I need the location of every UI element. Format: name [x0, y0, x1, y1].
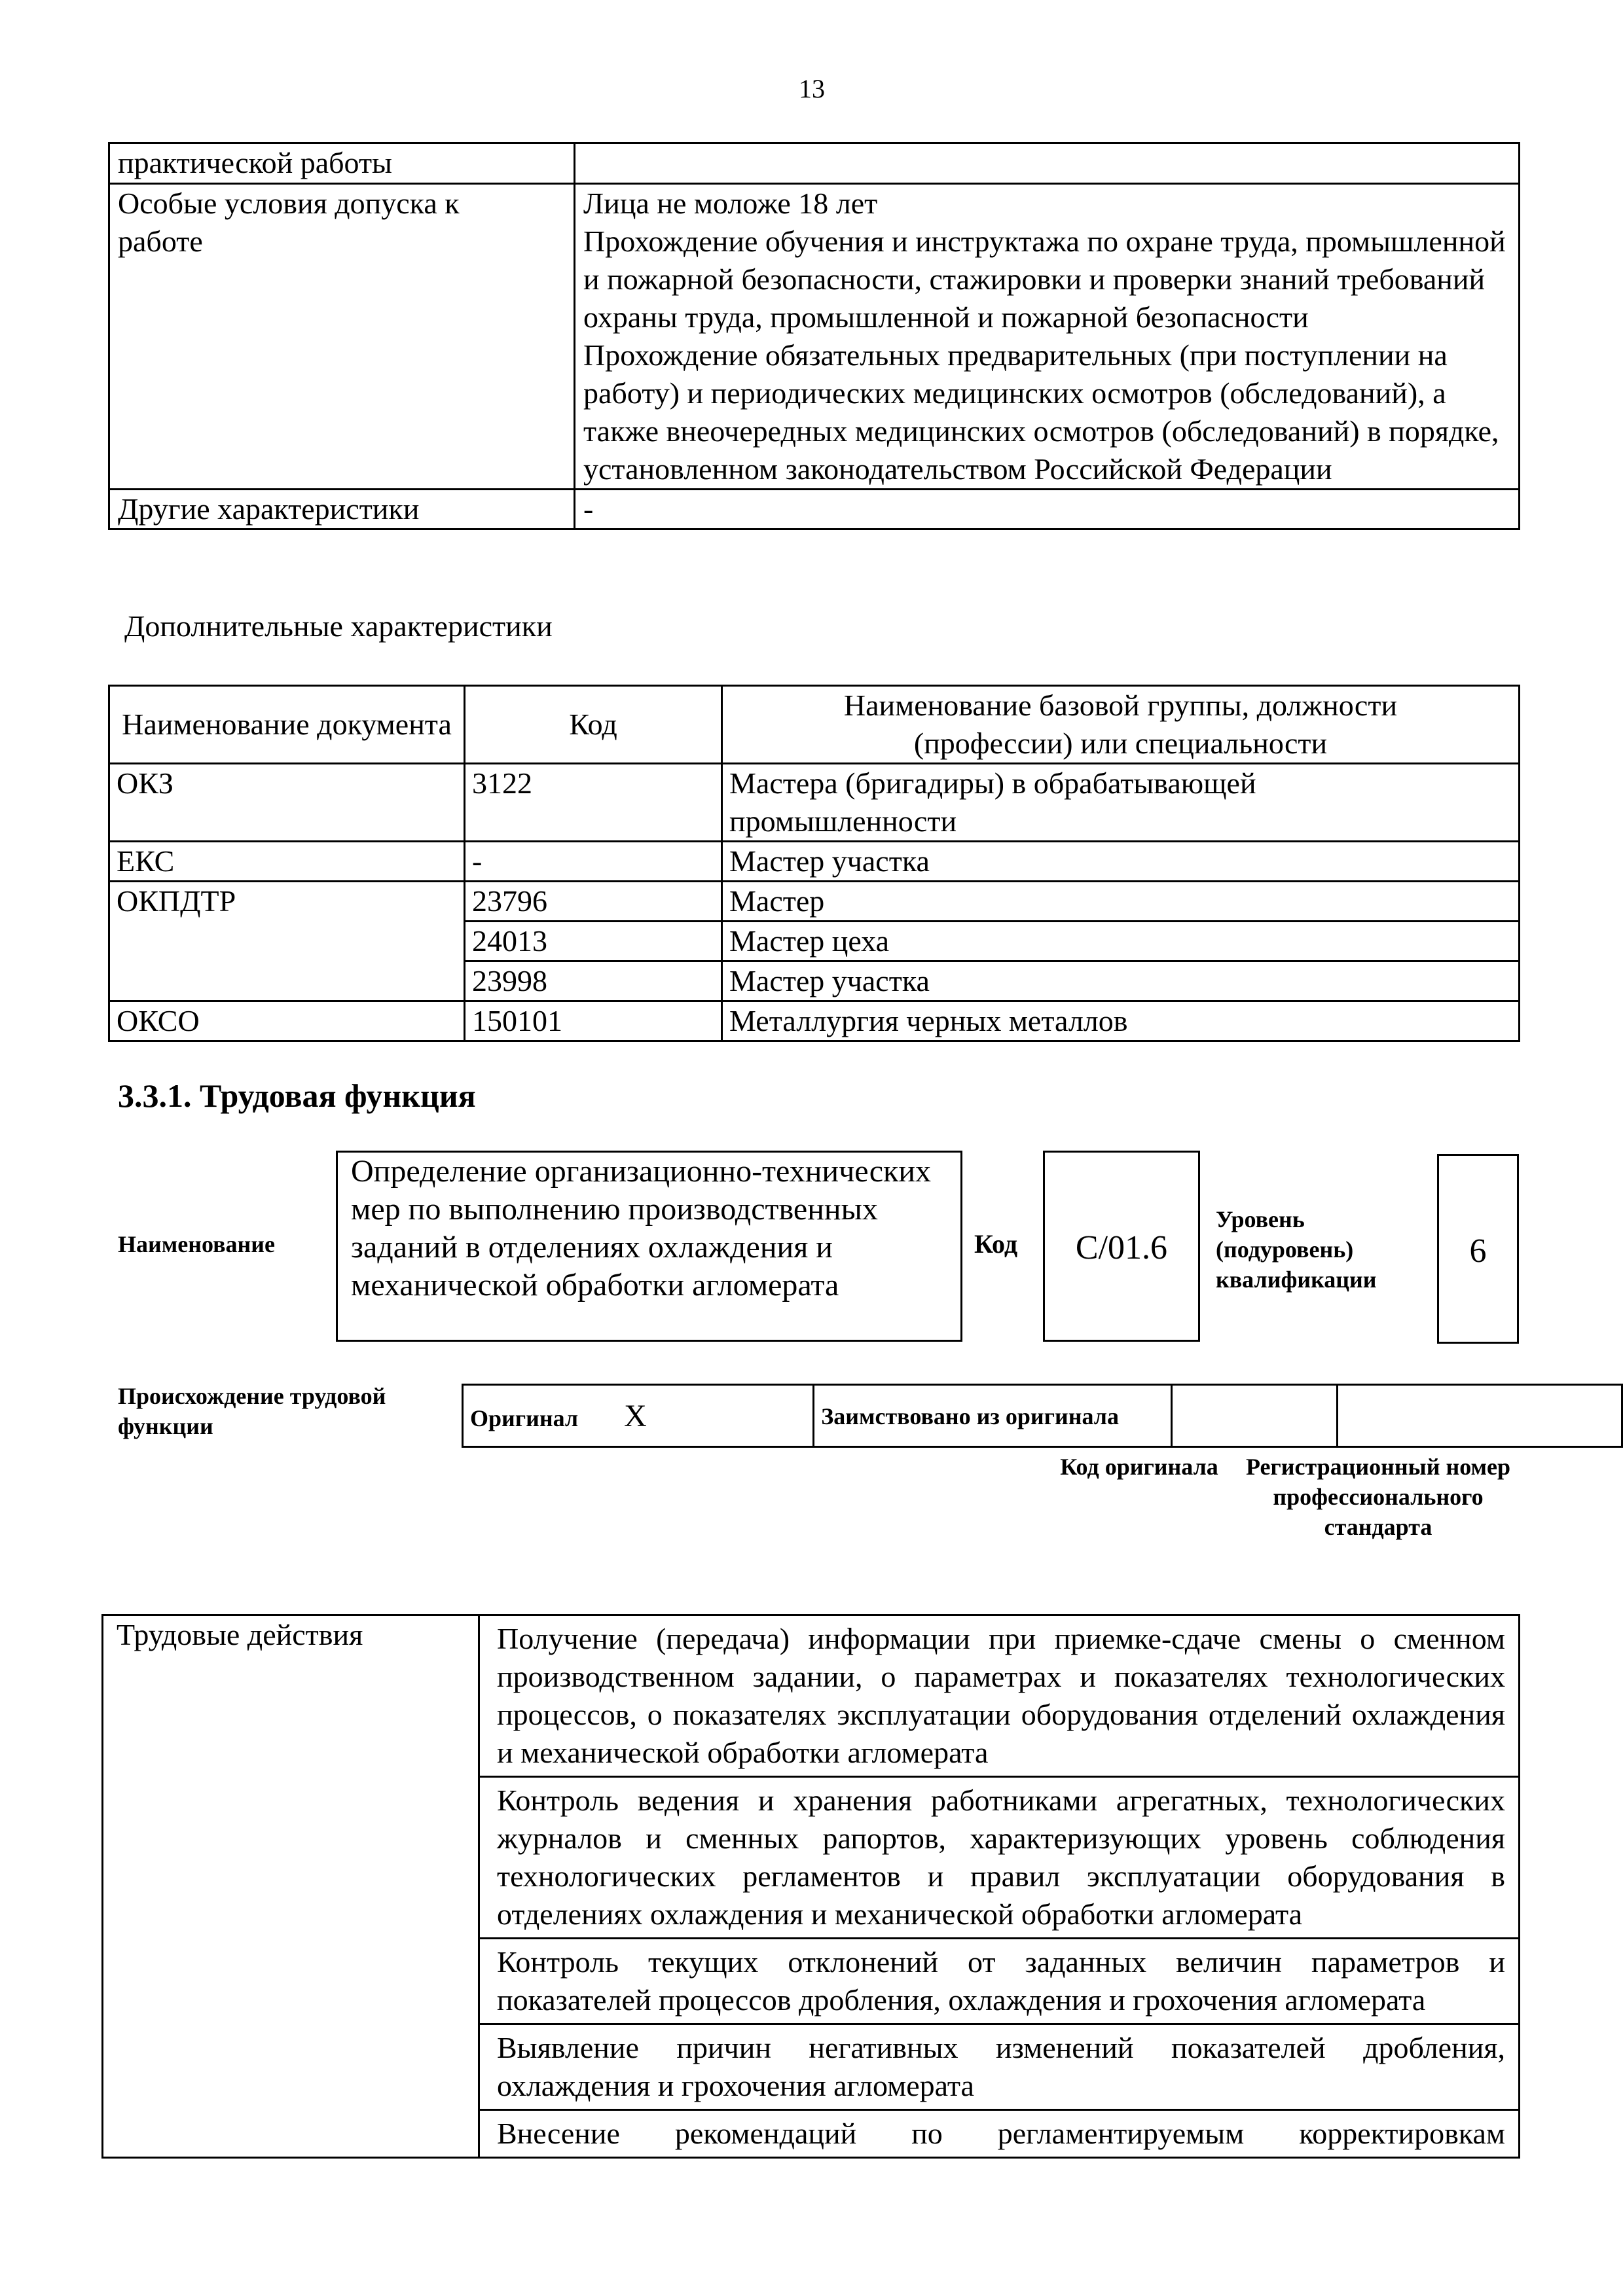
- table-row: [103, 1615, 1520, 1777]
- cell-code: 23796: [465, 882, 722, 922]
- code-original-caption: Код оригинала: [1060, 1454, 1218, 1480]
- value-line: Прохождение обязательных предварительных (при поступлении на работу) и периодических медицинских осмотров (обследований), а также внеочередных медицинских осмотров (обследований) в порядке, установленном законодательством Российской Федерации: [583, 338, 1499, 486]
- original-cell: [463, 1385, 723, 1447]
- table-header-row: [109, 686, 1520, 764]
- row-label: Особые условия допуска к работе: [109, 184, 575, 490]
- row-label: практической работы: [109, 143, 575, 184]
- row-value: -: [575, 490, 1520, 529]
- cell-code: 24013: [465, 922, 722, 961]
- cell-name: Металлургия черных металлов: [722, 1001, 1520, 1041]
- table-row: [109, 1001, 1520, 1041]
- name-label: Наименование: [118, 1231, 275, 1257]
- cell-name: Мастер участка: [722, 961, 1520, 1001]
- spacer-cell: [723, 1385, 814, 1447]
- cell-name: Мастер: [722, 882, 1520, 922]
- original-label: Оригинал: [470, 1405, 579, 1431]
- table-row: [109, 882, 1520, 922]
- section-title: 3.3.1. Трудовая функция: [118, 1077, 476, 1114]
- page-number: 13: [799, 74, 825, 103]
- borrowed-label: Заимствовано из оригинала: [821, 1403, 1119, 1429]
- reg-number-cell: [1338, 1385, 1622, 1447]
- cell-doc: ОКСО: [109, 1001, 465, 1041]
- row-value: [575, 184, 1520, 490]
- actions-label: Трудовые действия: [103, 1615, 479, 2158]
- action-item: Получение (передача) информации при приемке-сдаче смены о сменном производственном задании, о параметрах и показателях технологических процессов, о показателях эксплуатации оборудования отделений охлаждения и механической обработки агломерата: [479, 1615, 1520, 1777]
- reg-number-caption: Регистрационный номер профессионального стандарта: [1245, 1454, 1511, 1540]
- level-box: 6: [1437, 1154, 1519, 1344]
- action-item: Выявление причин негативных изменений показателей дробления, охлаждения и грохочения агломерата: [479, 2024, 1520, 2110]
- cell-doc: ОКЗ: [109, 764, 465, 842]
- cell-code: -: [465, 842, 722, 882]
- action-item: Контроль ведения и хранения работниками агрегатных, технологических журналов и сменных рапортов, характеризующих уровень соблюдения технологических регламентов и правил эксплуатации оборудования в отделениях охлаждения и механической обработки агломерата: [479, 1777, 1520, 1939]
- cell-code: 23998: [465, 961, 722, 1001]
- function-code-box: С/01.6: [1043, 1151, 1200, 1342]
- header-doc: Наименование документа: [109, 686, 465, 764]
- action-item: Внесение рекомендаций по регламентируемым корректировкам: [479, 2110, 1520, 2158]
- additional-table: [108, 685, 1520, 1042]
- table-row: [463, 1385, 1622, 1447]
- value-line: Прохождение обучения и инструктажа по охране труда, промышленной и пожарной безопасности, стажировки и проверки знаний требований охраны труда, промышленной и пожарной безопасности: [583, 224, 1506, 334]
- cell-name: Мастер участка: [722, 842, 1520, 882]
- cell-name: Мастер цеха: [722, 922, 1520, 961]
- table-row: [109, 143, 1520, 184]
- borrowed-cell: [814, 1385, 1172, 1447]
- cell-code: 150101: [465, 1001, 722, 1041]
- qualification-table: [108, 142, 1520, 530]
- row-value: [575, 143, 1520, 184]
- actions-table: [101, 1614, 1520, 2159]
- row-label: Другие характеристики: [109, 490, 575, 529]
- origin-table: [462, 1384, 1623, 1448]
- additional-title: Дополнительные характеристики: [124, 609, 553, 643]
- cell-doc: ОКПДТР: [109, 882, 465, 1001]
- action-item: Контроль текущих отклонений от заданных величин параметров и показателей процессов дробления, охлаждения и грохочения агломерата: [479, 1939, 1520, 2024]
- table-row: [109, 764, 1520, 842]
- header-code: Код: [465, 686, 722, 764]
- code-label: Код: [974, 1229, 1018, 1259]
- value-line: Лица не моложе 18 лет: [583, 187, 878, 220]
- cell-doc: ЕКС: [109, 842, 465, 882]
- original-mark: X: [624, 1398, 647, 1433]
- cell-name: Мастера (бригадиры) в обрабатывающей промышленности: [722, 764, 1520, 842]
- header-name: Наименование базовой группы, должности (профессии) или специальности: [722, 686, 1520, 764]
- origin-label: Происхождение трудовой функции: [118, 1383, 386, 1439]
- table-row: [109, 490, 1520, 529]
- table-row: [109, 842, 1520, 882]
- level-label: Уровень (подуровень) квалификации: [1216, 1206, 1377, 1293]
- cell-code: 3122: [465, 764, 722, 842]
- table-row: [109, 184, 1520, 490]
- function-name-box: Определение организационно-технических мер по выполнению производственных заданий в отделениях охлаждения и механической обработки агломерата: [336, 1151, 962, 1342]
- code-original-cell: [1172, 1385, 1338, 1447]
